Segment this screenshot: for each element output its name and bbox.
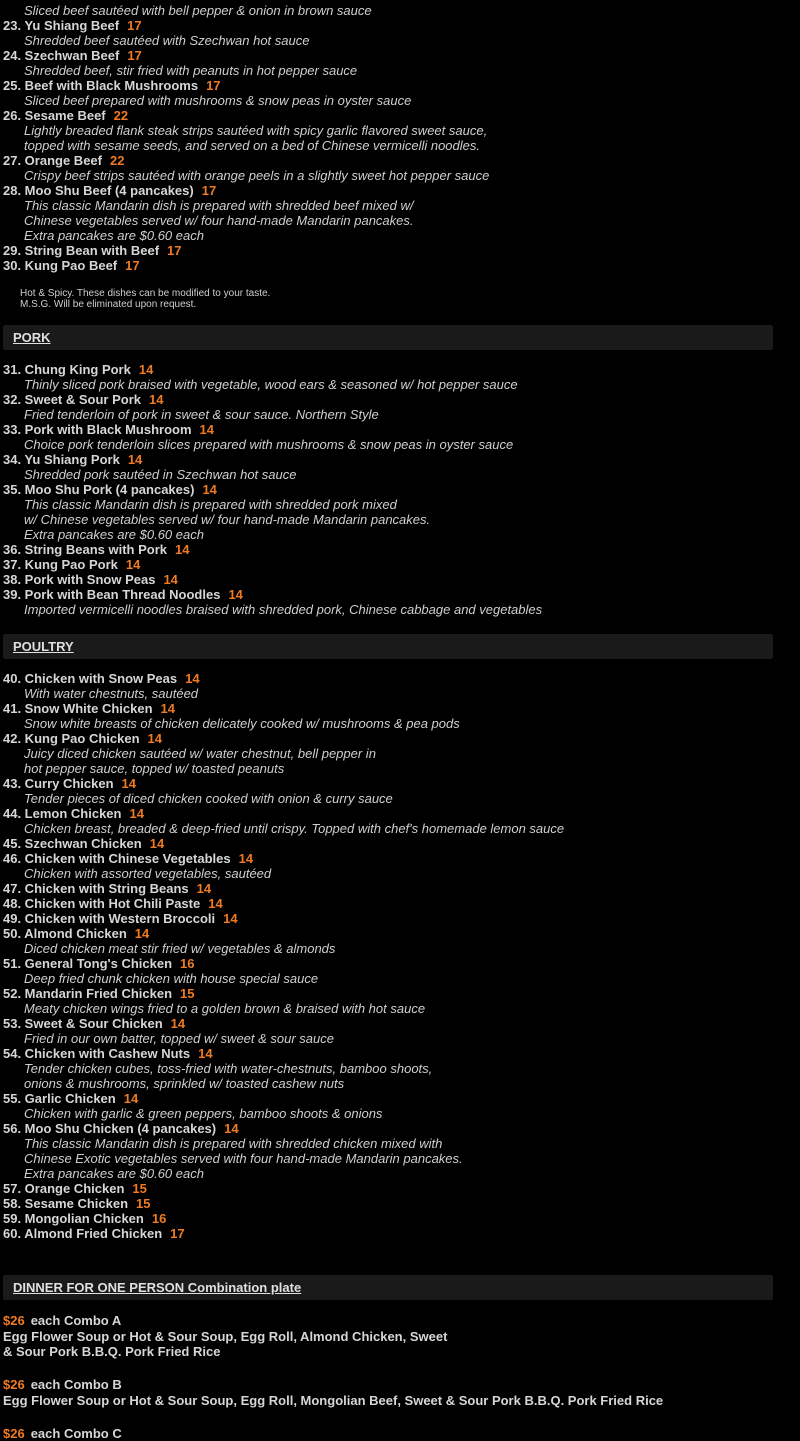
poultry-row xyxy=(3,761,800,776)
item-price: 17 xyxy=(127,18,142,33)
item-description: Chinese Exotic vegetables served with four hand-made Mandarin pancakes. xyxy=(24,1151,463,1166)
combo-header xyxy=(3,1426,800,1441)
poultry-row xyxy=(3,881,800,896)
item-name: 43. Curry Chicken xyxy=(3,776,114,791)
item-name: 44. Lemon Chicken xyxy=(3,806,122,821)
item-description: hot pepper sauce, topped w/ toasted peanuts xyxy=(24,761,285,776)
pork-section-title: PORK xyxy=(13,330,51,345)
pork-section xyxy=(3,325,773,350)
item-description: Thinly sliced pork braised with vegetable, wood ears & seasoned w/ hot pepper sauce xyxy=(24,377,518,392)
item-price: 15 xyxy=(136,1196,151,1211)
item-name: 32. Sweet & Sour Pork xyxy=(3,392,141,407)
item-description: Lightly breaded flank steak strips sautéed with spicy garlic flavored sweet sauce, xyxy=(24,123,488,138)
item-name: 54. Chicken with Cashew Nuts xyxy=(3,1046,191,1061)
beef-row xyxy=(3,213,800,228)
poultry-row xyxy=(3,671,800,686)
beef-row xyxy=(3,78,800,93)
poultry-row xyxy=(3,971,800,986)
item-price: 16 xyxy=(151,1211,167,1226)
poultry-row xyxy=(3,1106,800,1121)
pork-row xyxy=(3,557,800,572)
item-name: 45. Szechwan Chicken xyxy=(3,836,142,851)
item-description: onions & mushrooms, sprinkled w/ toasted cashew nuts xyxy=(24,1076,345,1091)
item-price: 14 xyxy=(223,911,238,926)
item-description: Sliced beef sautéed with bell pepper & onion in brown sauce xyxy=(24,3,372,18)
item-price: 17 xyxy=(127,48,142,63)
item-price: 15 xyxy=(180,986,195,1001)
dinner-section-title: DINNER FOR ONE PERSON Combination plate xyxy=(13,1280,302,1295)
item-name: 48. Chicken with Hot Chili Paste xyxy=(3,896,201,911)
beef-row xyxy=(3,123,800,138)
item-name: 28. Moo Shu Beef (4 pancakes) xyxy=(3,183,194,198)
poultry-row xyxy=(3,1121,800,1136)
item-price: 14 xyxy=(202,482,217,497)
item-name: 34. Yu Shiang Pork xyxy=(3,452,120,467)
item-name: 24. Szechwan Beef xyxy=(3,48,120,63)
item-price: 14 xyxy=(125,557,141,572)
item-name: 40. Chicken with Snow Peas xyxy=(3,671,178,686)
combo-text: Egg Flower Soup or Hot & Sour Soup, Egg Roll, Almond Chicken, Sweet xyxy=(3,1329,448,1344)
item-price: 14 xyxy=(175,542,190,557)
item-price: 14 xyxy=(228,587,243,602)
item-name: 47. Chicken with String Beans xyxy=(3,881,189,896)
item-description: Extra pancakes are $0.60 each xyxy=(24,1166,204,1181)
beef-row xyxy=(3,183,800,198)
item-price: 14 xyxy=(198,1046,213,1061)
item-description: Fried tenderloin of pork in sweet & sour sauce. Northern Style xyxy=(24,407,379,422)
item-description: Shredded beef, stir fried with peanuts in hot pepper sauce xyxy=(24,63,358,78)
poultry-row xyxy=(3,731,800,746)
poultry-row xyxy=(3,911,800,926)
beef-row xyxy=(3,108,800,123)
poultry-row xyxy=(3,1136,800,1151)
item-description: With water chestnuts, sautéed xyxy=(24,686,199,701)
item-name: 41. Snow White Chicken xyxy=(3,701,153,716)
poultry-row xyxy=(3,1166,800,1181)
item-name: 38. Pork with Snow Peas xyxy=(3,572,156,587)
item-description: Imported vermicelli noodles braised with shredded pork, Chinese cabbage and vegetables xyxy=(24,602,543,617)
item-price: 22 xyxy=(110,153,125,168)
pork-row xyxy=(3,497,800,512)
item-description: Chinese vegetables served w/ four hand-made Mandarin pancakes. xyxy=(24,213,414,228)
poultry-row xyxy=(3,1226,800,1241)
poultry-row xyxy=(3,806,800,821)
item-price: 14 xyxy=(163,572,178,587)
pork-row xyxy=(3,377,800,392)
combo-header xyxy=(3,1313,800,1328)
item-description: This classic Mandarin dish is prepared with shredded pork mixed xyxy=(24,497,397,512)
combo-text: Egg Flower Soup or Hot & Sour Soup, Egg Roll, Mongolian Beef, Sweet & Sour Pork B.B.Q. Pork Fried Rice xyxy=(3,1393,664,1408)
item-price: 14 xyxy=(147,731,163,746)
item-price: 14 xyxy=(129,806,144,821)
item-price: 17 xyxy=(206,78,221,93)
pork-row xyxy=(3,572,800,587)
item-price: 17 xyxy=(201,183,217,198)
item-price: 14 xyxy=(123,1091,139,1106)
item-price: 14 xyxy=(134,926,150,941)
item-price: 14 xyxy=(196,881,212,896)
item-name: 30. Kung Pao Beef xyxy=(3,258,118,273)
item-name: 27. Orange Beef xyxy=(3,153,102,168)
menu-note: Hot & Spicy. These dishes can be modified to your taste. xyxy=(20,288,271,299)
item-name: 60. Almond Fried Chicken xyxy=(3,1226,163,1241)
combo-header xyxy=(3,1377,800,1392)
poultry-row xyxy=(3,1091,800,1106)
item-price: 14 xyxy=(160,701,175,716)
poultry-row xyxy=(3,701,800,716)
item-name: 46. Chicken with Chinese Vegetables xyxy=(3,851,231,866)
pork-row xyxy=(3,512,800,527)
beef-row xyxy=(3,153,800,168)
poultry-row xyxy=(3,1076,800,1091)
pork-row xyxy=(3,452,800,467)
item-name: 50. Almond Chicken xyxy=(3,926,127,941)
poultry-section-title: POULTRY xyxy=(13,639,74,654)
poultry-row xyxy=(3,1181,800,1196)
pork-row xyxy=(3,362,800,377)
pork-row xyxy=(3,467,800,482)
poultry-row xyxy=(3,956,800,971)
item-description: Juicy diced chicken sautéed w/ water chestnut, bell pepper in xyxy=(24,746,376,761)
item-price: 17 xyxy=(125,258,140,273)
beef-row xyxy=(3,3,800,18)
item-price: 16 xyxy=(180,956,195,971)
combo-description xyxy=(3,1329,800,1344)
item-name: 36. String Beans with Pork xyxy=(3,542,167,557)
item-price: 17 xyxy=(170,1226,185,1241)
item-price: 15 xyxy=(132,1181,147,1196)
pork-row xyxy=(3,587,800,602)
poultry-row xyxy=(3,791,800,806)
menu-note: M.S.G. Will be eliminated upon request. xyxy=(20,299,197,310)
item-description: Choice pork tenderloin slices prepared with mushrooms & snow peas in oyster sauce xyxy=(24,437,514,452)
beef-row xyxy=(3,48,800,63)
pork-row xyxy=(3,602,800,617)
item-description: topped with sesame seeds, and served on a bed of Chinese vermicelli noodles. xyxy=(24,138,480,153)
item-price: 14 xyxy=(185,671,200,686)
item-name: 37. Kung Pao Pork xyxy=(3,557,118,572)
combo-price: $26 xyxy=(3,1426,25,1441)
poultry-row xyxy=(3,1196,800,1211)
item-price: 14 xyxy=(127,452,143,467)
beef-row xyxy=(3,198,800,213)
item-name: 42. Kung Pao Chicken xyxy=(3,731,140,746)
beef-row xyxy=(3,18,800,33)
poultry-row xyxy=(3,776,800,791)
pork-row xyxy=(3,542,800,557)
item-description: Deep fried chunk chicken with house special sauce xyxy=(24,971,319,986)
poultry-row xyxy=(3,1061,800,1076)
item-price: 14 xyxy=(121,776,137,791)
item-name: 23. Yu Shiang Beef xyxy=(3,18,120,33)
item-description: This classic Mandarin dish is prepared with shredded chicken mixed with xyxy=(24,1136,443,1151)
pork-row xyxy=(3,437,800,452)
poultry-row xyxy=(3,941,800,956)
item-description: Snow white breasts of chicken delicately cooked w/ mushrooms & pea pods xyxy=(24,716,460,731)
item-name: 59. Mongolian Chicken xyxy=(3,1211,144,1226)
combo-name: each Combo C xyxy=(30,1426,122,1441)
beef-row xyxy=(3,168,800,183)
item-name: 35. Moo Shu Pork (4 pancakes) xyxy=(3,482,195,497)
beef-row xyxy=(3,63,800,78)
poultry-row xyxy=(3,851,800,866)
poultry-row xyxy=(3,1001,800,1016)
item-name: 53. Sweet & Sour Chicken xyxy=(3,1016,163,1031)
item-name: 26. Sesame Beef xyxy=(3,108,106,123)
item-name: 29. String Bean with Beef xyxy=(3,243,160,258)
poultry-row xyxy=(3,746,800,761)
item-description: w/ Chinese vegetables served w/ four hand-made Mandarin pancakes. xyxy=(24,512,431,527)
item-description: Tender chicken cubes, toss-fried with water-chestnuts, bamboo shoots, xyxy=(24,1061,433,1076)
pork-row xyxy=(3,482,800,497)
item-name: 25. Beef with Black Mushrooms xyxy=(3,78,199,93)
item-name: 33. Pork with Black Mushroom xyxy=(3,422,192,437)
combo-price: $26 xyxy=(3,1377,25,1392)
item-description: Fried in our own batter, topped w/ sweet & sour sauce xyxy=(24,1031,335,1046)
combo-name: each Combo A xyxy=(30,1313,122,1328)
item-name: 51. General Tong's Chicken xyxy=(3,956,173,971)
beef-row xyxy=(3,258,800,273)
item-price: 14 xyxy=(208,896,223,911)
pork-row xyxy=(3,422,800,437)
item-description: Sliced beef prepared with mushrooms & snow peas in oyster sauce xyxy=(24,93,412,108)
item-description: Chicken with assorted vegetables, sautéed xyxy=(24,866,272,881)
beef-row xyxy=(3,33,800,48)
item-price: 14 xyxy=(224,1121,239,1136)
item-description: Chicken with garlic & green peppers, bamboo shoots & onions xyxy=(24,1106,383,1121)
item-name: 49. Chicken with Western Broccoli xyxy=(3,911,216,926)
item-price: 22 xyxy=(113,108,129,123)
poultry-row xyxy=(3,896,800,911)
combo-description xyxy=(3,1393,800,1408)
pork-row xyxy=(3,392,800,407)
poultry-row xyxy=(3,1151,800,1166)
item-description: Extra pancakes are $0.60 each xyxy=(24,527,204,542)
item-description: This classic Mandarin dish is prepared with shredded beef mixed w/ xyxy=(24,198,414,213)
item-description: Shredded pork sautéed in Szechwan hot sauce xyxy=(24,467,297,482)
item-name: 57. Orange Chicken xyxy=(3,1181,125,1196)
item-price: 14 xyxy=(170,1016,186,1031)
poultry-row xyxy=(3,866,800,881)
poultry-row xyxy=(3,986,800,1001)
item-price: 14 xyxy=(238,851,254,866)
pork-row xyxy=(3,407,800,422)
poultry-row xyxy=(3,836,800,851)
item-name: 58. Sesame Chicken xyxy=(3,1196,129,1211)
combo-description xyxy=(3,1344,800,1359)
beef-row xyxy=(3,243,800,258)
item-name: 52. Mandarin Fried Chicken xyxy=(3,986,173,1001)
item-name: 56. Moo Shu Chicken (4 pancakes) xyxy=(3,1121,217,1136)
item-price: 17 xyxy=(167,243,182,258)
poultry-row xyxy=(3,1211,800,1226)
item-description: Diced chicken meat stir fried w/ vegetables & almonds xyxy=(24,941,336,956)
item-name: 55. Garlic Chicken xyxy=(3,1091,116,1106)
poultry-row xyxy=(3,821,800,836)
item-description: Tender pieces of diced chicken cooked with onion & curry sauce xyxy=(24,791,393,806)
poultry-section xyxy=(3,634,773,659)
poultry-row xyxy=(3,926,800,941)
poultry-row xyxy=(3,716,800,731)
dinner-section xyxy=(3,1275,773,1300)
combo-name: each Combo B xyxy=(30,1377,122,1392)
item-name: 39. Pork with Bean Thread Noodles xyxy=(3,587,221,602)
item-description: Meaty chicken wings fried to a golden brown & braised with hot sauce xyxy=(24,1001,426,1016)
item-price: 14 xyxy=(149,836,165,851)
combo-price: $26 xyxy=(3,1313,25,1328)
item-description: Extra pancakes are $0.60 each xyxy=(24,228,204,243)
poultry-row xyxy=(3,1031,800,1046)
item-description: Chicken breast, breaded & deep-fried until crispy. Topped with chef's homemade lemon sauce xyxy=(24,821,565,836)
item-description: Shredded beef sautéed with Szechwan hot sauce xyxy=(24,33,310,48)
poultry-row xyxy=(3,686,800,701)
item-price: 14 xyxy=(138,362,154,377)
combo-text: & Sour Pork B.B.Q. Pork Fried Rice xyxy=(3,1344,221,1359)
item-price: 14 xyxy=(199,422,215,437)
pork-row xyxy=(3,527,800,542)
beef-row xyxy=(3,138,800,153)
beef-row xyxy=(3,228,800,243)
item-price: 14 xyxy=(149,392,164,407)
poultry-row xyxy=(3,1016,800,1031)
poultry-row xyxy=(3,1046,800,1061)
beef-row xyxy=(3,93,800,108)
item-name: 31. Chung King Pork xyxy=(3,362,131,377)
item-description: Crispy beef strips sautéed with orange peels in a slightly sweet hot pepper sauce xyxy=(24,168,490,183)
